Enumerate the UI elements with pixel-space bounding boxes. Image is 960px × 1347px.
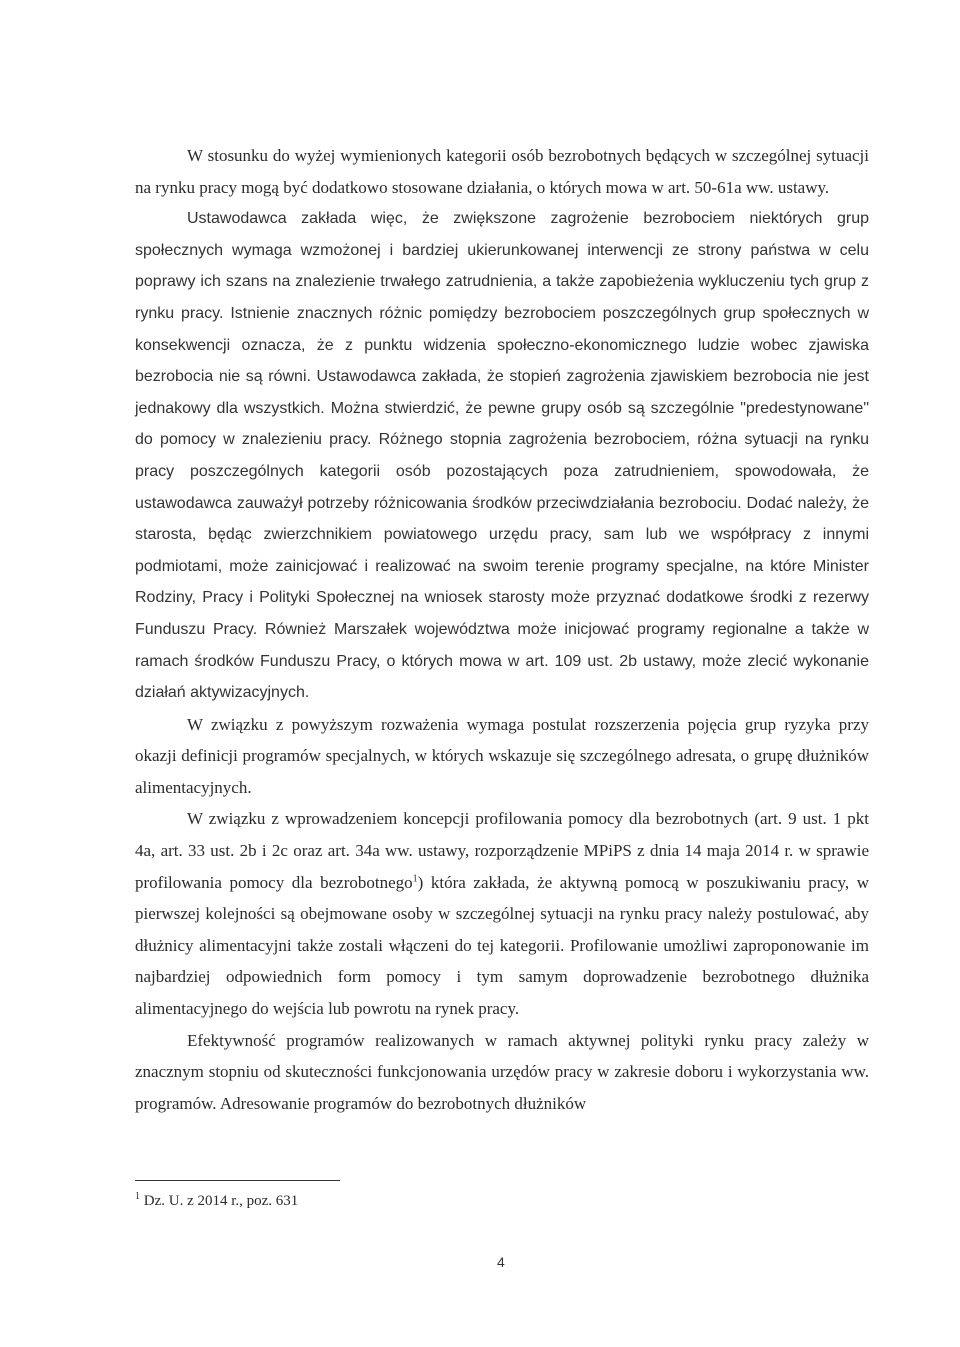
footnote-number: 1 — [135, 1191, 140, 1202]
paragraph-4 — [135, 803, 869, 1024]
paragraph-4-text-before: W związku z wprowadzeniem koncepcji profilowania pomocy dla bezrobotnych (art. 9 ust. 1 pkt 4a, art. 33 ust. 2b i 2c oraz art. 34a ww. ustawy, rozporządzenie MPiPS z dnia 14 maja 2014 r. w sprawie profilowania pomocy dla bezrobotnego — [135, 809, 869, 892]
paragraph-4-text-after: ) która zakłada, że aktywną pomocą w poszukiwaniu pracy, w pierwszej kolejności są obejmowane osoby w szczególnej sytuacji na rynku pracy należy postulować, aby dłużnicy alimentacyjni także zostali włączeni do tej kategorii. Profilowanie umożliwi zaproponowanie im najbardziej odpowiednich form pomocy i tym samym doprowadzenie bezrobotnego dłużnika alimentacyjnego do wejścia lub powrotu na rynek pracy. — [135, 872, 869, 1019]
footnote — [135, 1191, 298, 1211]
footnote-divider — [135, 1180, 340, 1181]
document-body — [135, 140, 869, 1119]
page-number: 4 — [497, 1254, 505, 1270]
paragraph-1: W stosunku do wyżej wymienionych kategorii osób bezrobotnych będących w szczególnej sytuacji na rynku pracy mogą być dodatkowo stosowane działania, o których mowa w art. 50-61a ww. ustawy. — [135, 146, 869, 197]
paragraph-2: Ustawodawca zakłada więc, że zwiększone zagrożenie bezrobociem niektórych grup społecznych wymaga wzmożonej i bardziej ukierunkowanej interwencji ze strony państwa w celu poprawy ich szans na znalezienie trwałego zatrudnienia, a także zapobieżenia wykluczeniu tych grup z rynku pracy. Istnienie znacznych różnic pomiędzy bezrobociem poszczególnych grup społecznych w konsekwencji oznacza, że z punktu widzenia społeczno-ekonomicznego ludzie wobec zjawiska bezrobocia nie są równi. Ustawodawca zakłada, że stopień zagrożenia zjawiskiem bezrobocia nie jest jednakowy dla wszystkich. Można stwierdzić, że pewne grupy osób są szczególnie "predestynowane" do pomocy w znalezieniu pracy. Różnego stopnia zagrożenia bezrobociem, różna sytuacji na rynku pracy poszczególnych kategorii osób pozostających poza zatrudnieniem, spowodowała, że ustawodawca zauważył potrzeby różnicowania środków przeciwdziałania bezrobociu. Dodać należy, że starosta, będąc zwierzchnikiem powiatowego urzędu pracy, sam lub we współpracy z innymi podmiotami, może zainicjować i realizować na swoim terenie programy specjalne, na które Minister Rodziny, Pracy i Polityki Społecznej na wniosek starosty może przyznać dodatkowe środki z rezerwy Funduszu Pracy. Również Marszałek województwa może inicjować programy regionalne a także w ramach środków Funduszu Pracy, o których mowa w art. 109 ust. 2b ustawy, może zlecić wykonanie działań aktywizacyjnych. — [135, 210, 869, 702]
footnote-text: Dz. U. z 2014 r., poz. 631 — [143, 1193, 299, 1209]
paragraph-3: W związku z powyższym rozważenia wymaga postulat rozszerzenia pojęcia grup ryzyka przy okazji definicji programów specjalnych, w których wskazuje się szczególnego adresata, o grupę dłużników alimentacyjnych. — [135, 714, 869, 797]
paragraph-5: Efektywność programów realizowanych w ramach aktywnej polityki rynku pracy zależy w znacznym stopniu od skuteczności funkcjonowania urzędów pracy w zakresie doboru i wykorzystania ww. programów. Adresowanie programów do bezrobotnych dłużników — [135, 1030, 869, 1113]
footnote-reference: 1 — [412, 873, 418, 884]
